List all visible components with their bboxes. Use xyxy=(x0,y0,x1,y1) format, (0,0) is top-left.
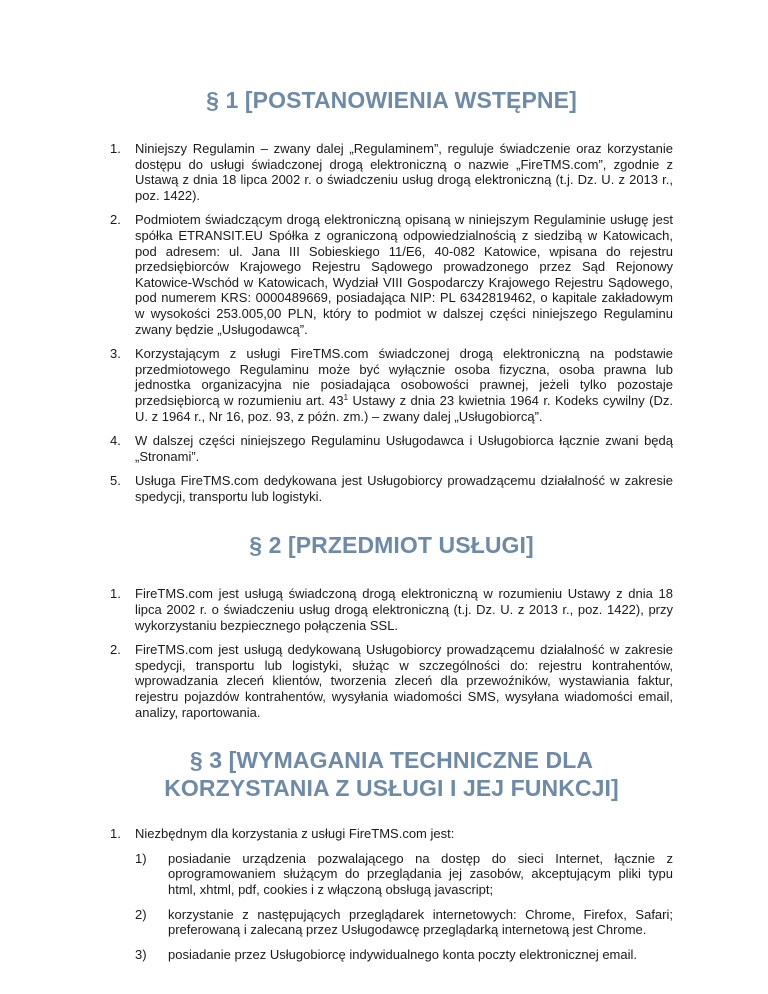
section-3-heading xyxy=(110,746,673,802)
item-text: Podmiotem świadczącym drogą elektroniczną opisaną w niniejszym Regulaminie usługę jest spółka ETRANSIT.EU Spółka z ograniczoną odpowiedzialnością z siedzibą w Katowicach, pod adresem: ul. Jana III Sobieskiego 11/E6, 40-082 Katowice, wpisana do rejestru przedsiębiorców Krajowego Rejestru Sądowego prowadzonego przez Sąd Rejonowy Katowice-Wschód w Katowicach, Wydział VIII Gospodarczy Krajowego Rejestru Sądowego, pod numerem KRS: 0000489669, posiadająca NIP: PL 6342819462, o kapitale zakładowym w wysokości 253.005,00 PLN, który to podmiot w dalszej części niniejszego Regulaminu zwany będzie „Usługodawcą”. xyxy=(135,212,673,337)
section-1-heading: § 1 [POSTANOWIENIA WSTĘPNE] xyxy=(206,87,577,113)
item-text-part-a: Korzystającym z usługi FireTMS.com świadczonej drogą elektroniczną na podstawie przedmiotowego Regulaminu może być wyłącznie osoba fizyczna, osoba prawna lub jednostka organizacyjna nie posiadająca osobowości prawnej, jeżeli tylko pozostaje przedsiębiorcą w rozumieniu art. 43 xyxy=(135,346,673,408)
section-3-heading-line-1: § 3 [WYMAGANIA TECHNICZNE DLA xyxy=(189,747,594,774)
list-item xyxy=(110,141,673,203)
list-item xyxy=(110,433,673,464)
list-item xyxy=(110,642,673,720)
sub-list-item xyxy=(135,851,673,898)
sub-item-number: 1) xyxy=(135,850,147,866)
sub-item-text: korzystanie z następujących przeglądarek internetowych: Chrome, Firefox, Safari; preferowaną i zalecaną przez Usługodawcę przeglądarką internetową jest Chrome. xyxy=(168,906,673,938)
item-number: 4. xyxy=(110,433,121,449)
sub-item-text: posiadanie urządzenia pozwalającego na dostęp do sieci Internet, łącznie z oprogramowaniem służącym do przeglądania jej zasobów, akceptującym pliki typu html, xhtml, pdf, cookies i z włączoną obsługą javascript; xyxy=(168,850,673,897)
superscript: 1 xyxy=(343,392,349,402)
sub-item-number: 3) xyxy=(135,946,147,962)
item-number: 1. xyxy=(110,586,121,602)
sub-list-item xyxy=(135,907,673,938)
item-text: Niniejszy Regulamin – zwany dalej „Regulaminem”, reguluje świadczenie oraz korzystanie dostępu do usługi świadczonej drogą elektroniczną o nazwie „FireTMS.com”, zgodnie z Ustawą z dnia 18 lipca 2002 r. o świadczeniu usług drogą elektroniczną (t.j. Dz. U. z 2013 r., poz. 1422). xyxy=(135,141,673,203)
sub-list-item xyxy=(135,947,673,963)
item-number: 3. xyxy=(110,346,121,362)
item-text: Niezbędnym dla korzystania z usługi FireTMS.com jest: xyxy=(135,826,455,842)
list-item xyxy=(110,346,673,424)
list-item xyxy=(110,826,673,962)
item-number: 5. xyxy=(110,473,121,489)
section-2-list xyxy=(110,586,673,720)
item-number: 1. xyxy=(110,826,121,842)
item-text: FireTMS.com jest usługą dedykowaną Usługobiorcy prowadzącemu działalność w zakresie spedycji, transportu lub logistyki, służąc w szczególności do: rejestru kontrahentów, wprowadzania zleceń klientów, tworzenia zleceń dla przewoźników, wystawiania faktur, rejestru pojazdów kontrahentów, wysyłania wiadomości SMS, wysyłana wiadomości email, analizy, raportowania. xyxy=(135,642,673,720)
item-number: 2. xyxy=(110,212,121,228)
section-2-heading: § 2 [PRZEDMIOT USŁUGI] xyxy=(249,532,534,559)
sub-list xyxy=(135,851,673,963)
item-number: 2. xyxy=(110,642,121,658)
item-number: 1. xyxy=(110,141,121,156)
item-text: FireTMS.com jest usługą świadczoną drogą elektroniczną w rozumieniu Ustawy z dnia 18 lipca 2002 r. o świadczeniu usług drogą elektroniczną (t.j. Dz. U. z 2013 r., poz. 1422), przy wykorzystaniu bezpiecznego połączenia SSL. xyxy=(135,586,673,633)
item-text-part-b: Ustawy z dnia 23 kwietnia 1964 r. Kodeks cywilny (Dz. U. z 1964 r., Nr 16, poz. 93, z późn. zm.) – zwany dalej „Usługobiorcą”. xyxy=(135,392,674,424)
item-text: Usługa FireTMS.com dedykowana jest Usługobiorcy prowadzącemu działalność w zakresie spedycji, transportu lub logistyki. xyxy=(135,473,673,504)
sub-item-number: 2) xyxy=(135,906,147,922)
item-text: W dalszej części niniejszego Regulaminu Usługodawca i Usługobiorca łącznie zwani będą „Stronami”. xyxy=(135,433,673,464)
sub-item-text: posiadanie przez Usługobiorcę indywidualnego konta poczty elektronicznej email. xyxy=(168,946,637,962)
list-item xyxy=(110,586,673,633)
section-3-heading-line-2: KORZYSTANIA Z USŁUGI I JEJ FUNKCJI] xyxy=(164,775,619,802)
section-1-list xyxy=(110,141,673,504)
section-3-list xyxy=(110,826,673,962)
list-item xyxy=(110,473,673,504)
list-item xyxy=(110,212,673,337)
